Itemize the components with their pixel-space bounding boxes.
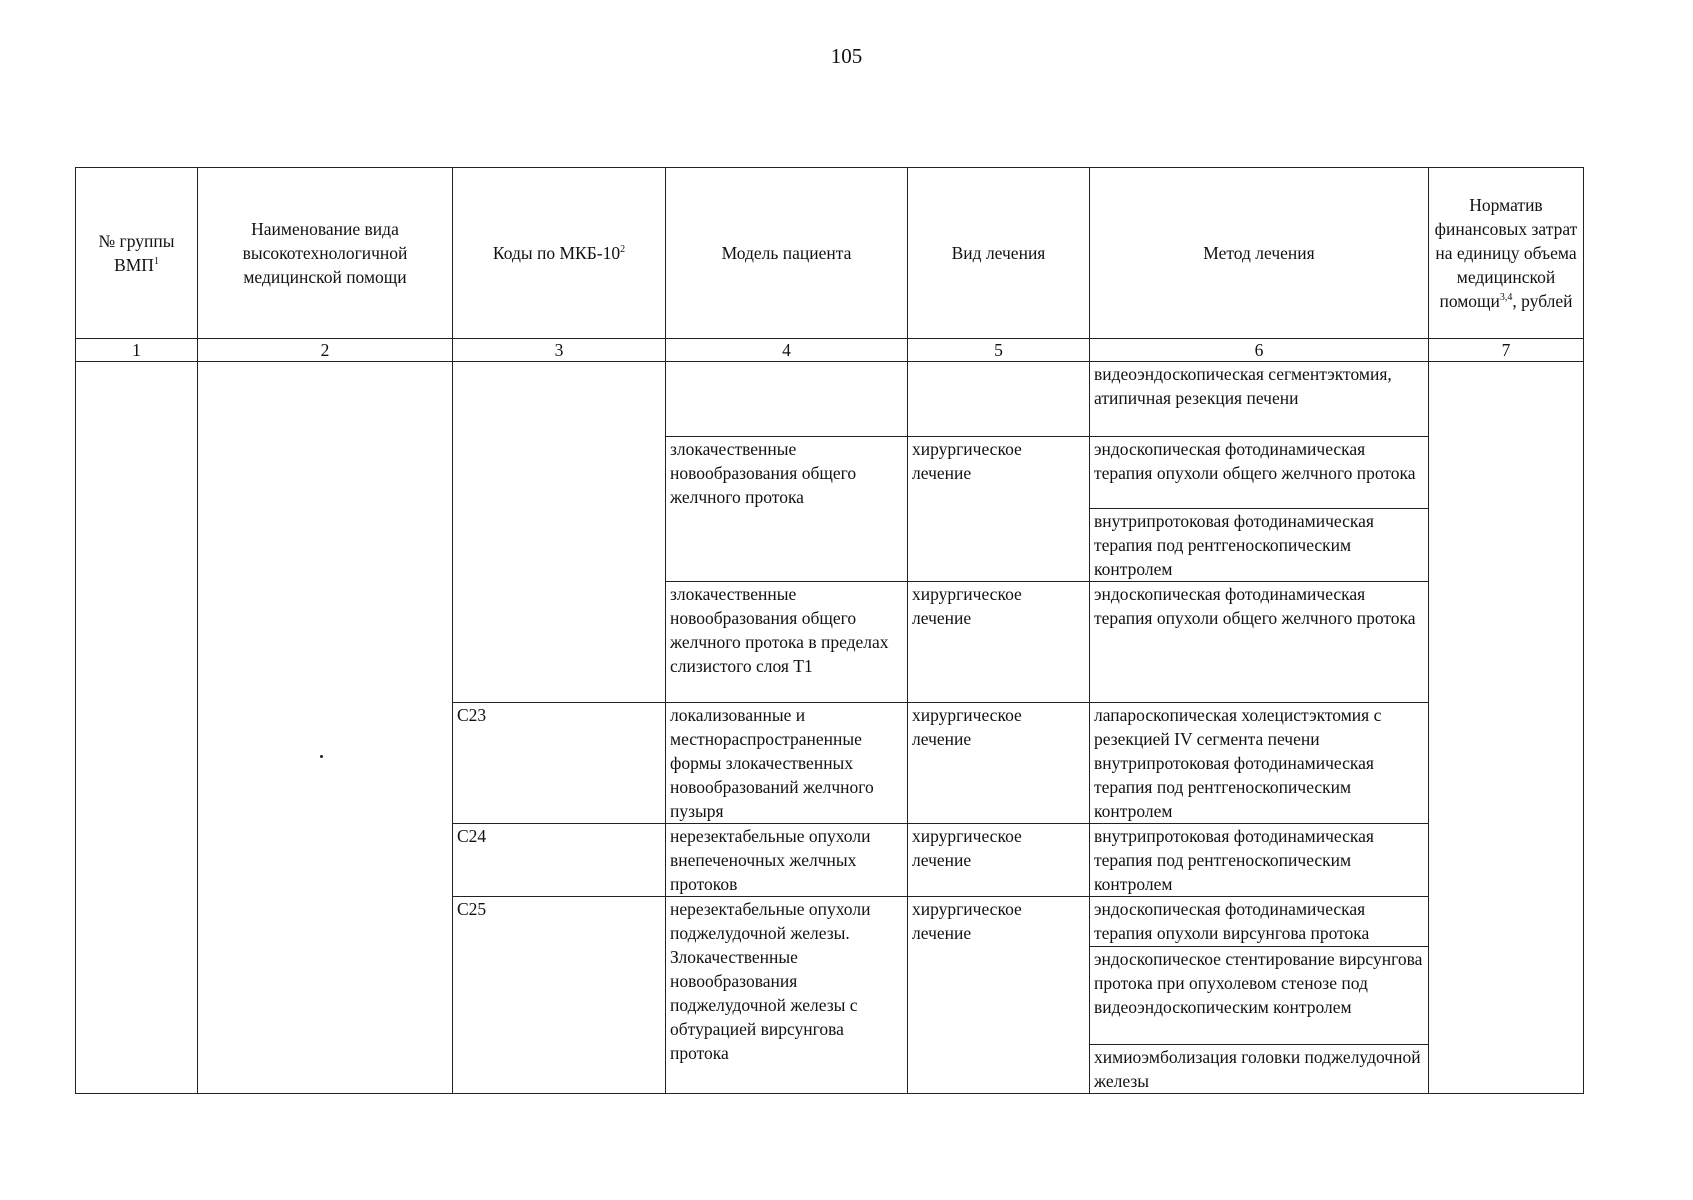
header-treatment-type: Вид лечения (908, 168, 1090, 339)
group-number-cell (76, 362, 198, 1094)
vmp-table (75, 167, 1584, 1094)
care-name-cell (198, 362, 453, 1094)
column-number: 4 (666, 339, 908, 362)
treatment-method-cell: эндоскопическая фотодинамическая терапия опухоли общего желчного протока (1090, 582, 1429, 703)
column-number: 6 (1090, 339, 1429, 362)
icd-code-cell (453, 362, 666, 703)
treatment-type-cell: хирургическое лечение (908, 897, 1090, 1094)
header-treatment-method: Метод лечения (1090, 168, 1429, 339)
treatment-method-cell: эндоскопическая фотодинамическая терапия опухоли вирсунгова протока (1090, 897, 1429, 947)
patient-model-cell: нерезектабельные опухоли внепеченочных желчных протоков (666, 824, 908, 897)
treatment-type-cell: хирургическое лечение (908, 703, 1090, 824)
patient-model-cell: локализованные и местнораспространенные формы злокачественных новообразований желчного пузыря (666, 703, 908, 824)
column-number: 5 (908, 339, 1090, 362)
table-row (76, 362, 1584, 437)
cost-standard-cell (1429, 362, 1584, 1094)
icd-code-cell: C24 (453, 824, 666, 897)
treatment-type-cell: хирургическое лечение (908, 824, 1090, 897)
page-number: 105 (830, 44, 863, 68)
treatment-type-cell: хирургическое лечение (908, 437, 1090, 582)
patient-model-cell: злокачественные новообразования общего желчного протока в пределах слизистого слоя T1 (666, 582, 908, 703)
icd-code-cell: C25 (453, 897, 666, 1094)
column-number: 1 (76, 339, 198, 362)
column-number: 2 (198, 339, 453, 362)
treatment-method-cell: лапароскопическая холецистэктомия с резекцией IV сегмента печени внутрипротоковая фотодинамическая терапия под рентгеноскопическим контролем (1090, 703, 1429, 824)
header-patient-model: Модель пациента (666, 168, 908, 339)
patient-model-cell: злокачественные новообразования общего желчного протока (666, 437, 908, 582)
patient-model-cell: нерезектабельные опухоли поджелудочной железы. Злокачественные новообразования поджелудочной железы с обтурацией вирсунгова протока (666, 897, 908, 1094)
stray-dot-mark (320, 755, 323, 758)
header-cost-standard: Норматив финансовых затрат на единицу объема медицинской помощи$^{3,4}$, рублей (1429, 168, 1584, 339)
treatment-type-cell: хирургическое лечение (908, 582, 1090, 703)
header-care-name: Наименование вида высокотехнологичной медицинской помощи (198, 168, 453, 339)
treatment-method-cell: химиоэмболизация головки поджелудочной железы (1090, 1045, 1429, 1094)
column-number: 7 (1429, 339, 1584, 362)
treatment-method-cell: внутрипротоковая фотодинамическая терапия под рентгеноскопическим контролем (1090, 824, 1429, 897)
column-number: 3 (453, 339, 666, 362)
treatment-method-cell: внутрипротоковая фотодинамическая терапия под рентгеноскопическим контролем (1090, 509, 1429, 582)
treatment-method-cell: эндоскопическое стентирование вирсунгова протока при опухолевом стенозе под видеоэндоскопическим контролем (1090, 947, 1429, 1045)
header-group-number: № группы ВМП$^1$ (76, 168, 198, 339)
header-icd-codes: Коды по МКБ-$10^2$ (453, 168, 666, 339)
column-numbers-row (76, 339, 1584, 362)
treatment-method-cell: видеоэндоскопическая сегментэктомия, атипичная резекция печени (1090, 362, 1429, 437)
treatment-method-cell: эндоскопическая фотодинамическая терапия опухоли общего желчного протока (1090, 437, 1429, 509)
patient-model-cell (666, 362, 908, 437)
icd-code-cell: C23 (453, 703, 666, 824)
table-header-row (76, 168, 1584, 339)
treatment-type-cell (908, 362, 1090, 437)
